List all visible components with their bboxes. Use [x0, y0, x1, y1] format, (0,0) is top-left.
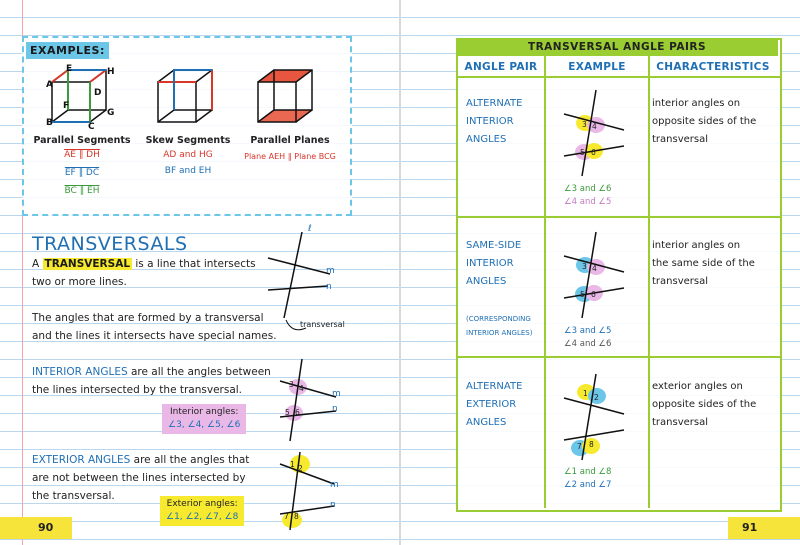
- cube-skew-segments: [150, 62, 226, 132]
- row2-diagram: [560, 228, 630, 320]
- transversal-term: TRANSVERSAL: [44, 258, 131, 270]
- row2-num-5: 5: [580, 290, 585, 299]
- row1-char-1: interior angles on: [652, 98, 741, 109]
- vertex-label-a: A: [46, 80, 53, 90]
- exterior-note-title: Exterior angles:: [166, 499, 238, 509]
- row1-example-1: ∠3 and ∠6: [564, 184, 612, 194]
- parallel-seg-line-2: EF ∥ DC: [64, 168, 100, 178]
- intro-line-2: two or more lines.: [32, 276, 127, 288]
- row3-example-2: ∠2 and ∠7: [564, 480, 612, 490]
- row2-pair-line-1: SAME-SIDE: [466, 240, 522, 251]
- exterior-rest: are all the angles that: [133, 454, 250, 466]
- row3-num-1: 1: [583, 389, 588, 398]
- skew-seg-line-1: AD and HG: [163, 150, 213, 160]
- exterior-num-8: 8: [294, 512, 299, 521]
- para2-line-1: The angles that are formed by a transversal: [32, 312, 264, 324]
- interior-note-title: Interior angles:: [169, 407, 239, 417]
- header-angle-pair: ANGLE PAIR: [464, 61, 538, 73]
- parallel-seg-line-1: AE ∥ DH: [64, 150, 100, 160]
- examples-title: EXAMPLES:: [26, 42, 109, 59]
- row2-example-1: ∠3 and ∠5: [564, 326, 612, 336]
- interior-num-6: 6: [295, 408, 300, 417]
- row-divider-1: [456, 216, 780, 218]
- interior-rest: are all the angles between: [130, 366, 271, 378]
- vertex-label-f: F: [63, 101, 70, 111]
- row2-char-3: transversal: [652, 276, 709, 287]
- caption-parallel-planes: Parallel Planes: [250, 135, 330, 146]
- exterior-term: EXTERIOR ANGLES: [32, 454, 131, 466]
- interior-note: [162, 404, 246, 434]
- exterior-note: [160, 496, 244, 526]
- para2-line-2: and the lines it intersects have special names.: [32, 330, 277, 342]
- caption-parallel-segments: Parallel Segments: [33, 135, 131, 146]
- exterior-num-7: 7: [284, 512, 289, 521]
- label-transversal: transversal: [300, 320, 345, 329]
- label-line-n: n: [326, 282, 332, 292]
- intro-line-1: [32, 255, 256, 273]
- row2-pair-line-2: INTERIOR: [466, 258, 514, 269]
- row2-num-3: 3: [582, 262, 587, 271]
- vertex-label-d: D: [94, 88, 102, 98]
- interior-label-m: m: [332, 389, 341, 399]
- intro-rest: is a line that intersects: [135, 258, 256, 270]
- row1-pair-line-3: ANGLES: [466, 134, 507, 145]
- vertex-label-c: C: [88, 122, 95, 132]
- header-characteristics: CHARACTERISTICS: [656, 61, 770, 73]
- row2-example-2: ∠4 and ∠6: [564, 339, 612, 349]
- exterior-line-1: [32, 451, 249, 469]
- row3-diagram: [560, 370, 630, 462]
- row3-example-1: ∠1 and ∠8: [564, 467, 612, 477]
- row2-pair-line-3: ANGLES: [466, 276, 507, 287]
- exterior-label-n: n: [330, 500, 336, 510]
- exterior-num-2: 2: [298, 464, 303, 473]
- row2-num-6: 6: [591, 290, 596, 299]
- row-divider-2: [456, 356, 780, 358]
- row2-char-2: the same side of the: [652, 258, 755, 269]
- label-line-l: ℓ: [308, 224, 312, 234]
- exterior-num-1: 1: [290, 460, 295, 469]
- page-number-right: 91: [742, 521, 758, 534]
- row1-example-2: ∠4 and ∠5: [564, 197, 612, 207]
- skew-seg-line-2: BF and EH: [164, 166, 212, 176]
- row3-char-1: exterior angles on: [652, 381, 743, 392]
- vertex-label-e: E: [66, 64, 73, 74]
- cube-parallel-planes: [250, 62, 326, 132]
- header-divider: [456, 76, 780, 78]
- interior-num-3: 3: [289, 380, 294, 389]
- interior-num-5: 5: [285, 408, 290, 417]
- interior-line-2: the lines intersected by the transversal.: [32, 384, 243, 396]
- row3-num-7: 7: [577, 442, 582, 451]
- parallel-seg-line-3: BC ∥ EH: [64, 186, 100, 196]
- table-title: TRANSVERSAL ANGLE PAIRS: [456, 38, 778, 56]
- interior-num-4: 4: [299, 384, 304, 393]
- row1-char-2: opposite sides of the: [652, 116, 757, 127]
- label-line-m: m: [326, 266, 335, 276]
- vertex-label-b: B: [46, 118, 53, 128]
- row1-num-6: 6: [591, 148, 596, 157]
- intro-a: A: [32, 258, 40, 270]
- interior-term: INTERIOR ANGLES: [32, 366, 128, 378]
- caption-skew-segments: Skew Segments: [145, 135, 231, 146]
- row3-pair-line-1: ALTERNATE: [466, 381, 523, 392]
- interior-label-n: n: [332, 404, 338, 414]
- vertex-label-h: H: [107, 67, 115, 77]
- vertex-label-g: G: [107, 108, 115, 118]
- exterior-line-3: the transversal.: [32, 490, 115, 502]
- row1-diagram: [560, 86, 630, 178]
- row3-pair-line-3: ANGLES: [466, 417, 507, 428]
- row1-num-3: 3: [582, 120, 587, 129]
- header-example: EXAMPLE: [568, 61, 626, 73]
- page-number-left: 90: [38, 521, 54, 534]
- row1-char-3: transversal: [652, 134, 709, 145]
- table-divider-1: [544, 56, 546, 508]
- exterior-label-m: m: [330, 480, 339, 490]
- row1-num-4: 4: [592, 122, 597, 131]
- parallel-planes-line-1: Plane AEH ∥ Plane BCG: [244, 152, 336, 161]
- exterior-line-2: are not between the lines intersected by: [32, 472, 246, 484]
- row3-char-3: transversal: [652, 417, 709, 428]
- interior-diagram: [278, 355, 348, 445]
- row1-pair-line-2: INTERIOR: [466, 116, 514, 127]
- exterior-note-values: ∠1, ∠2, ∠7, ∠8: [166, 512, 239, 522]
- interior-note-values: ∠3, ∠4, ∠5, ∠6: [168, 420, 241, 430]
- table-divider-2: [648, 56, 650, 508]
- section-heading: TRANSVERSALS: [32, 233, 188, 255]
- interior-line-1: [32, 363, 271, 381]
- row1-num-5: 5: [580, 148, 585, 157]
- page-number-left-tab: [0, 517, 72, 539]
- row3-pair-line-2: EXTERIOR: [466, 399, 517, 410]
- row2-char-1: interior angles on: [652, 240, 741, 251]
- row1-pair-line-1: ALTERNATE: [466, 98, 523, 109]
- row2-pair-subtitle: (CORRESPONDING INTERIOR ANGLES): [466, 315, 533, 337]
- row3-num-2: 2: [594, 393, 599, 402]
- row2-num-4: 4: [592, 264, 597, 273]
- row3-char-2: opposite sides of the: [652, 399, 757, 410]
- row3-num-8: 8: [589, 440, 594, 449]
- page-number-right-tab: [728, 517, 800, 539]
